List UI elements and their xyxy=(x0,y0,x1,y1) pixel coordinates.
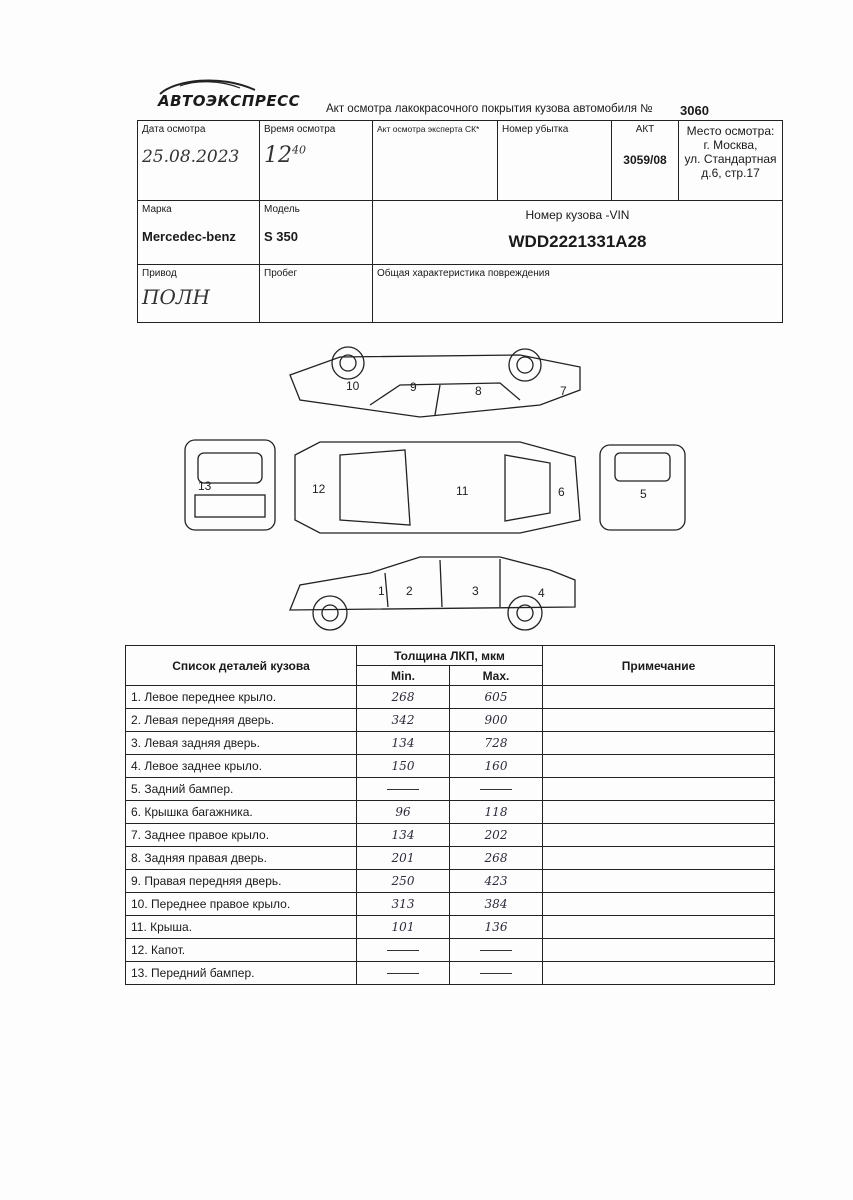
note-cell xyxy=(543,939,775,962)
thickness-max xyxy=(450,778,543,801)
table-row xyxy=(126,847,775,870)
note-cell xyxy=(543,709,775,732)
loss-cell xyxy=(498,121,612,201)
thickness-min xyxy=(357,778,450,801)
note-cell xyxy=(543,893,775,916)
act-value: 3059/08 xyxy=(623,153,667,167)
thickness-max: 728 xyxy=(450,732,543,755)
mileage-cell xyxy=(260,265,373,323)
date-label: Дата осмотра xyxy=(142,124,206,135)
drive-value: ПОЛН xyxy=(142,285,210,309)
note-cell xyxy=(543,916,775,939)
col-note-header: Примечание xyxy=(543,646,775,686)
thickness-min: 342 xyxy=(357,709,450,732)
diagram-label-3: 3 xyxy=(472,584,479,598)
thickness-min: 150 xyxy=(357,755,450,778)
empty-dash xyxy=(387,789,419,790)
table-row xyxy=(126,755,775,778)
table-row xyxy=(126,916,775,939)
diagram-label-1: 1 xyxy=(378,584,385,598)
thickness-max: 202 xyxy=(450,824,543,847)
logo-text: АВТОЭКСПРЕСС xyxy=(158,92,301,110)
damage-cell xyxy=(373,265,783,323)
note-cell xyxy=(543,801,775,824)
car-right-side-view xyxy=(290,347,580,417)
note-cell xyxy=(543,732,775,755)
vin-label: Номер кузова -VIN xyxy=(525,208,630,222)
car-body-diagram xyxy=(170,345,700,645)
table-row xyxy=(126,939,775,962)
place-cell xyxy=(679,121,783,201)
thickness-min xyxy=(357,962,450,985)
part-name: 1. Левое переднее крыло. xyxy=(126,686,357,709)
thickness-max: 423 xyxy=(450,870,543,893)
col-max-header: Max. xyxy=(450,666,543,686)
note-cell xyxy=(543,824,775,847)
part-name: 4. Левое заднее крыло. xyxy=(126,755,357,778)
model-label: Модель xyxy=(264,204,300,215)
diagram-label-5: 5 xyxy=(640,487,647,501)
part-name: 7. Заднее правое крыло. xyxy=(126,824,357,847)
part-name: 9. Правая передняя дверь. xyxy=(126,870,357,893)
thickness-max: 268 xyxy=(450,847,543,870)
thickness-min: 250 xyxy=(357,870,450,893)
thickness-min: 101 xyxy=(357,916,450,939)
thickness-min: 201 xyxy=(357,847,450,870)
place-line2: ул. Стандартная xyxy=(684,152,777,166)
brand-label: Марка xyxy=(142,204,172,215)
thickness-max xyxy=(450,962,543,985)
thickness-max: 160 xyxy=(450,755,543,778)
mileage-label: Пробег xyxy=(264,268,298,279)
part-name: 6. Крышка багажника. xyxy=(126,801,357,824)
model-cell xyxy=(260,201,373,265)
time-label: Время осмотра xyxy=(264,124,336,135)
parts-table xyxy=(125,645,775,985)
diagram-label-7: 7 xyxy=(560,384,567,398)
act-cell xyxy=(612,121,679,201)
thickness-min xyxy=(357,939,450,962)
diagram-label-8: 8 xyxy=(475,384,482,398)
table-row xyxy=(126,709,775,732)
car-top-view xyxy=(295,442,580,533)
col-min-header: Min. xyxy=(357,666,450,686)
thickness-min: 313 xyxy=(357,893,450,916)
date-value: 25.08.2023 xyxy=(142,147,240,167)
vin-value: WDD2221331A28 xyxy=(508,232,647,251)
diagram-label-11: 11 xyxy=(456,484,469,498)
part-name: 8. Задняя правая дверь. xyxy=(126,847,357,870)
diagram-label-4: 4 xyxy=(538,586,545,600)
expert-cell xyxy=(373,121,498,201)
thickness-max: 136 xyxy=(450,916,543,939)
table-row xyxy=(126,893,775,916)
damage-label: Общая характеристика повреждения xyxy=(377,268,550,279)
place-line3: д.6, стр.17 xyxy=(701,166,760,180)
diagram-label-12: 12 xyxy=(312,482,326,496)
table-row xyxy=(126,686,775,709)
col-thickness-header: Толщина ЛКП, мкм xyxy=(357,646,543,666)
part-name: 11. Крыша. xyxy=(126,916,357,939)
model-value: S 350 xyxy=(264,229,298,244)
empty-dash xyxy=(480,973,512,974)
part-name: 5. Задний бампер. xyxy=(126,778,357,801)
empty-dash xyxy=(387,973,419,974)
thickness-max: 900 xyxy=(450,709,543,732)
document-number: 3060 xyxy=(680,103,709,118)
thickness-max xyxy=(450,939,543,962)
time-cell xyxy=(260,121,373,201)
table-row xyxy=(126,778,775,801)
part-name: 10. Переднее правое крыло. xyxy=(126,893,357,916)
col-parts-header: Список деталей кузова xyxy=(126,646,357,686)
empty-dash xyxy=(480,789,512,790)
table-row xyxy=(126,962,775,985)
drive-label: Привод xyxy=(142,268,177,279)
expert-label: Акт осмотра эксперта СК* xyxy=(377,124,480,134)
brand-cell xyxy=(138,201,260,265)
diagram-label-10: 10 xyxy=(346,379,360,393)
diagram-label-9: 9 xyxy=(410,380,417,394)
place-line1: г. Москва, xyxy=(703,138,758,152)
note-cell xyxy=(543,962,775,985)
note-cell xyxy=(543,755,775,778)
table-row xyxy=(126,801,775,824)
note-cell xyxy=(543,847,775,870)
table-row xyxy=(126,732,775,755)
table-row xyxy=(126,824,775,847)
table-row xyxy=(126,870,775,893)
part-name: 3. Левая задняя дверь. xyxy=(126,732,357,755)
thickness-min: 134 xyxy=(357,824,450,847)
place-label: Место осмотра: xyxy=(686,124,775,138)
diagram-label-6: 6 xyxy=(558,485,565,499)
thickness-min: 134 xyxy=(357,732,450,755)
part-name: 2. Левая передняя дверь. xyxy=(126,709,357,732)
part-name: 13. Передний бампер. xyxy=(126,962,357,985)
diagram-label-2: 2 xyxy=(406,584,413,598)
note-cell xyxy=(543,778,775,801)
thickness-min: 268 xyxy=(357,686,450,709)
time-value: $12^{40}$ xyxy=(264,143,306,168)
header-table xyxy=(137,120,783,323)
diagram-label-13: 13 xyxy=(198,479,212,493)
note-cell xyxy=(543,686,775,709)
empty-dash xyxy=(480,950,512,951)
document-title: Акт осмотра лакокрасочного покрытия кузова автомобиля № xyxy=(326,103,653,115)
note-cell xyxy=(543,870,775,893)
drive-cell xyxy=(138,265,260,323)
date-cell xyxy=(138,121,260,201)
thickness-min: 96 xyxy=(357,801,450,824)
act-label: АКТ xyxy=(635,124,655,135)
thickness-max: 118 xyxy=(450,801,543,824)
part-name: 12. Капот. xyxy=(126,939,357,962)
thickness-max: 605 xyxy=(450,686,543,709)
thickness-max: 384 xyxy=(450,893,543,916)
car-left-side-view xyxy=(290,557,575,630)
empty-dash xyxy=(387,950,419,951)
brand-value: Mercedec-benz xyxy=(142,229,236,244)
vin-cell xyxy=(373,201,783,265)
loss-label: Номер убытка xyxy=(502,124,569,135)
